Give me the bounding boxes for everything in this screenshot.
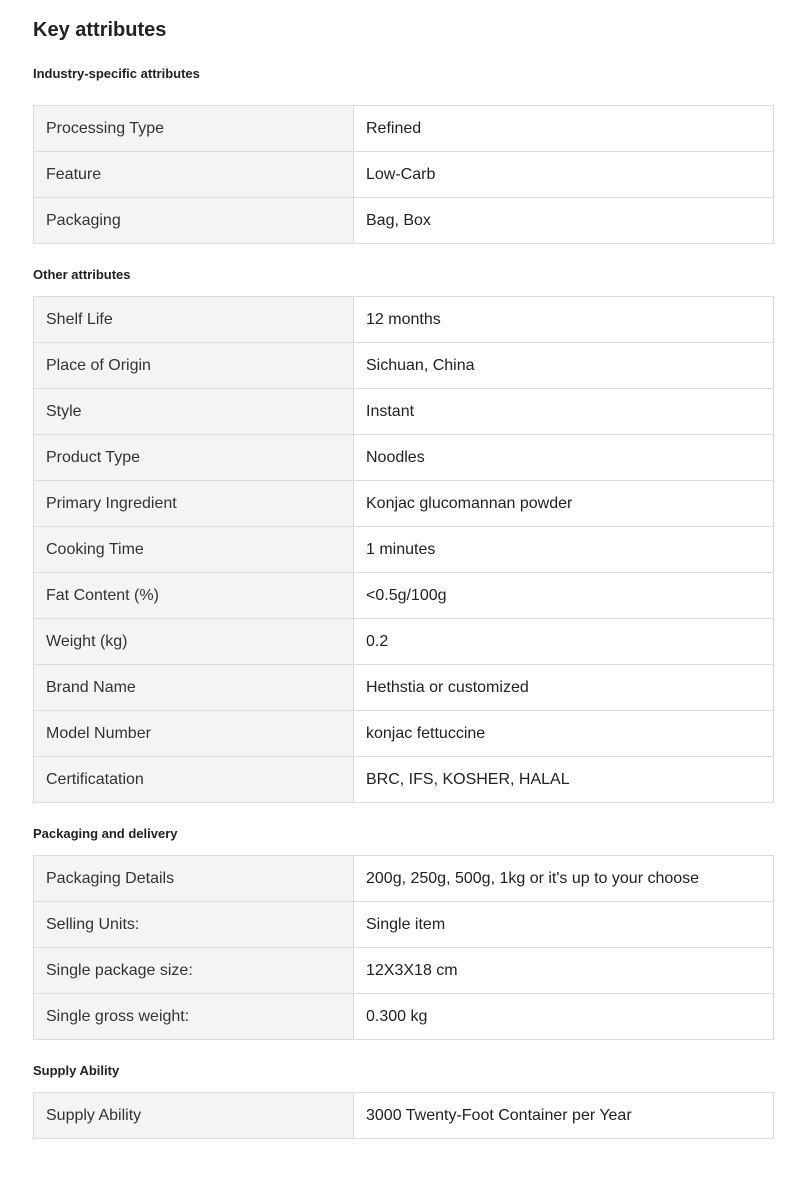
page-title: Key attributes (33, 19, 167, 41)
attribute-value: Hethstia or customized (354, 665, 774, 711)
attribute-value: 12 months (354, 297, 774, 343)
attribute-label: Primary Ingredient (34, 481, 354, 527)
attribute-value: 12X3X18 cm (354, 948, 774, 994)
other-attributes-table (33, 296, 774, 803)
table-row (34, 948, 774, 994)
table-row (34, 619, 774, 665)
attribute-label: Supply Ability (34, 1093, 354, 1139)
attribute-value: BRC, IFS, KOSHER, HALAL (354, 757, 774, 803)
section-title-other-attributes: Other attributes (33, 267, 131, 282)
attribute-value: Refined (354, 106, 774, 152)
packaging-delivery-table (33, 855, 774, 1040)
attribute-value: 0.300 kg (354, 994, 774, 1040)
table-row (34, 152, 774, 198)
attribute-value: 3000 Twenty-Foot Container per Year (354, 1093, 774, 1139)
table-row (34, 343, 774, 389)
table-row (34, 389, 774, 435)
attribute-value: 1 minutes (354, 527, 774, 573)
attribute-label: Fat Content (%) (34, 573, 354, 619)
attribute-value: 0.2 (354, 619, 774, 665)
attribute-value: <0.5g/100g (354, 573, 774, 619)
table-row (34, 435, 774, 481)
section-title-packaging-delivery: Packaging and delivery (33, 826, 178, 841)
table-row (34, 573, 774, 619)
industry-attributes-table (33, 105, 774, 244)
section-title-industry-specific: Industry-specific attributes (33, 66, 200, 81)
attribute-value: Sichuan, China (354, 343, 774, 389)
table-row (34, 198, 774, 244)
attribute-label: Single gross weight: (34, 994, 354, 1040)
attribute-value: 200g, 250g, 500g, 1kg or it's up to your choose (354, 856, 774, 902)
attribute-label: Single package size: (34, 948, 354, 994)
attribute-label: Certificatation (34, 757, 354, 803)
table-row (34, 902, 774, 948)
attribute-label: Packaging (34, 198, 354, 244)
table-row (34, 665, 774, 711)
attribute-value: Noodles (354, 435, 774, 481)
table-row (34, 481, 774, 527)
table-row (34, 106, 774, 152)
key-attributes-panel (33, 0, 774, 1139)
attribute-value: Low-Carb (354, 152, 774, 198)
attribute-value: Single item (354, 902, 774, 948)
attribute-label: Product Type (34, 435, 354, 481)
attribute-value: konjac fettuccine (354, 711, 774, 757)
section-title-supply-ability: Supply Ability (33, 1063, 120, 1078)
attribute-label: Place of Origin (34, 343, 354, 389)
attribute-label: Processing Type (34, 106, 354, 152)
table-row (34, 856, 774, 902)
table-row (34, 527, 774, 573)
attribute-label: Shelf Life (34, 297, 354, 343)
supply-ability-table (33, 1092, 774, 1139)
attribute-label: Feature (34, 152, 354, 198)
attribute-value: Instant (354, 389, 774, 435)
attribute-label: Brand Name (34, 665, 354, 711)
table-row (34, 757, 774, 803)
attribute-label: Cooking Time (34, 527, 354, 573)
attribute-label: Packaging Details (34, 856, 354, 902)
attribute-label: Style (34, 389, 354, 435)
attribute-label: Selling Units: (34, 902, 354, 948)
table-row (34, 297, 774, 343)
table-row (34, 1093, 774, 1139)
attribute-value: Bag, Box (354, 198, 774, 244)
attribute-label: Weight (kg) (34, 619, 354, 665)
table-row (34, 994, 774, 1040)
attribute-label: Model Number (34, 711, 354, 757)
attribute-value: Konjac glucomannan powder (354, 481, 774, 527)
table-row (34, 711, 774, 757)
